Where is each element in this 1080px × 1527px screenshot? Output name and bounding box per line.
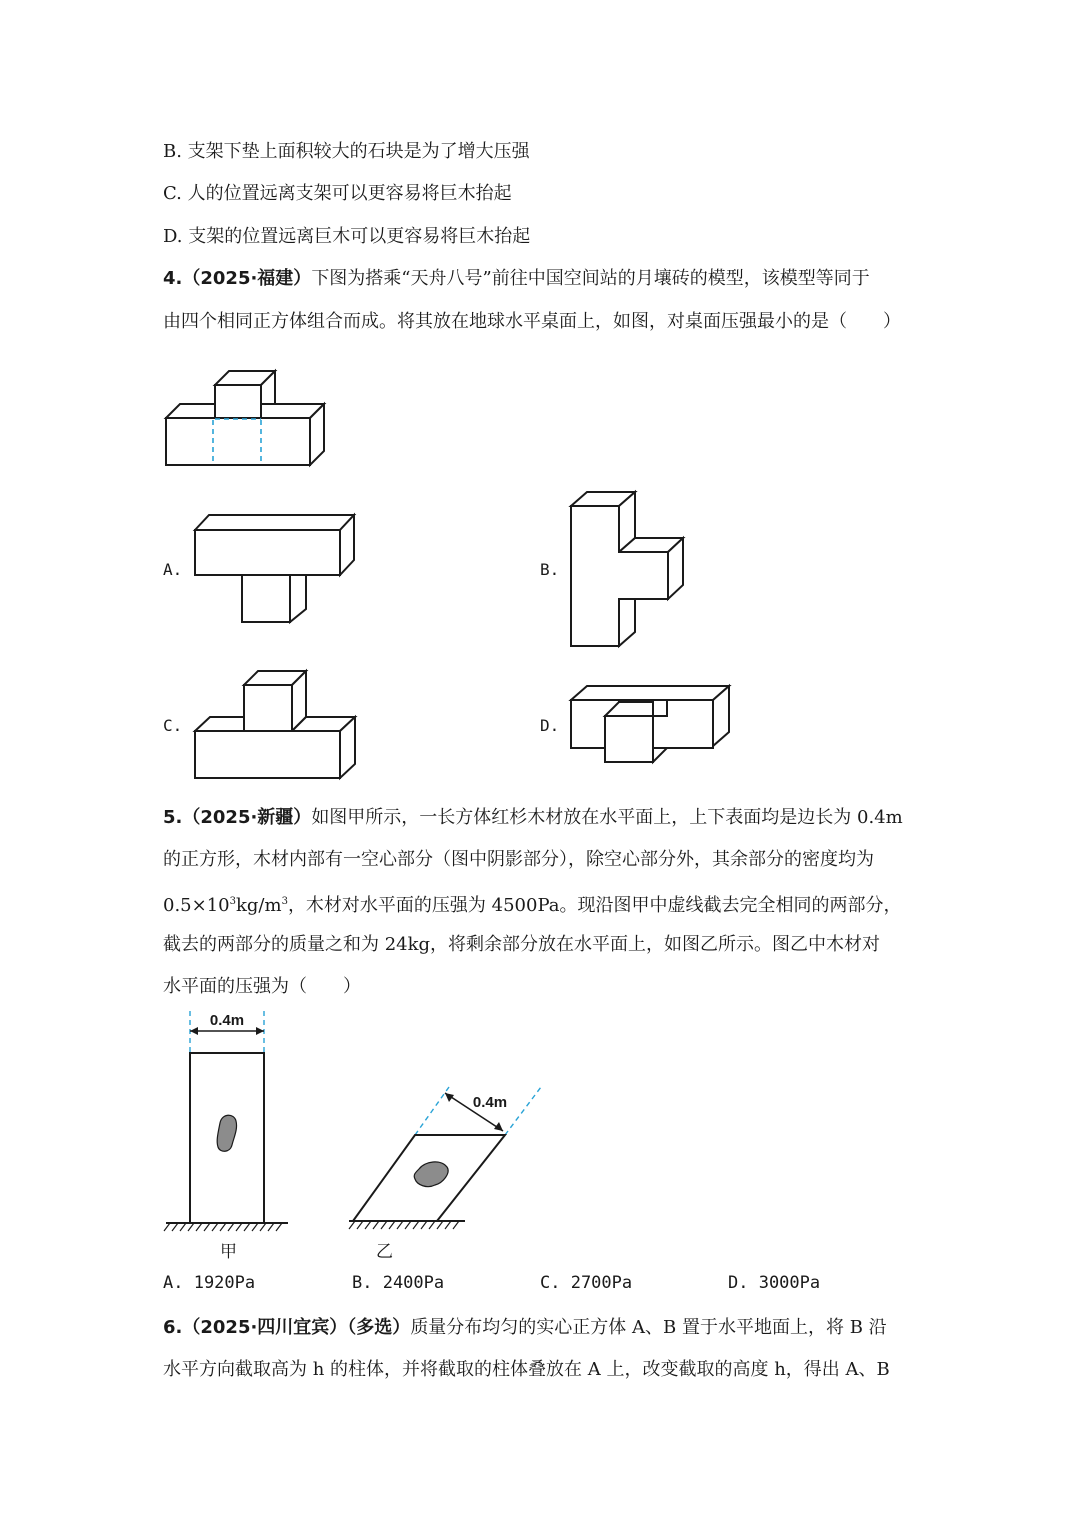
q3-option-d: D. 支架的位置远离巨木可以更容易将巨木抬起 (163, 226, 531, 247)
q5-density-unit: kg/m (236, 895, 282, 916)
q5-choice-d: D. 3000Pa (728, 1273, 821, 1293)
q3-option-b: B. 支架下垫上面积较大的石块是为了增大压强 (163, 141, 530, 162)
q5-figure-yi (345, 1085, 545, 1235)
q5-line-3 (163, 890, 902, 918)
q4-label-d: D. (540, 716, 560, 735)
q4-number: 4. (163, 268, 183, 289)
q5-yi-caption: 乙 (376, 1242, 393, 1262)
q5-line-2: 的正方形，木材内部有一空心部分（图中阴影部分），除空心部分外，其余部分的密度均为 (163, 849, 874, 870)
q4-line-1 (163, 267, 870, 291)
q4-option-b-figure (565, 488, 695, 658)
q5-yi-dimension: 0.4m (472, 1094, 508, 1111)
q6-line-2: 水平方向截取高为 h 的柱体，并将截取的柱体叠放在 A 上，改变截取的高度 h，得出 A、B (163, 1359, 890, 1380)
q5-choice-a: A. 1920Pa (163, 1273, 256, 1293)
q4-main-figure (160, 365, 330, 485)
q4-label-b: B. (540, 560, 560, 579)
q5-choice-b: B. 2400Pa (352, 1273, 445, 1293)
q4-option-a-figure (190, 510, 360, 630)
q4-line-2: 由四个相同正方体组合而成。将其放在地球水平桌面上，如图，对桌面压强最小的是（ ） (163, 311, 901, 332)
q5-line-4: 截去的两部分的质量之和为 24kg，将剩余部分放在水平面上，如图乙所示。图乙中木材对 (163, 934, 881, 955)
q5-source: （2025·新疆） (182, 807, 312, 828)
q4-option-d-figure (565, 682, 735, 772)
q5-line-5: 水平面的压强为（ ） (163, 976, 361, 997)
q4-stem-1: 下图为搭乘“天舟八号”前往中国空间站的月壤砖的模型，该模型等同于 (311, 268, 870, 289)
q5-number: 5. (163, 807, 183, 828)
q5-stem-3-rest: ，木材对水平面的压强为 4500Pa。现沿图甲中虚线截去完全相同的两部分， (287, 895, 902, 916)
q4-label-a: A. (163, 560, 183, 579)
q6-source: （2025·四川宜宾）（多选） (182, 1317, 411, 1338)
q5-density-value: 0.5×10 (163, 895, 230, 916)
q4-source: （2025·福建） (182, 268, 312, 289)
q5-figure-jia (160, 1005, 300, 1235)
q6-stem-1: 质量分布均匀的实心正方体 A、B 置于水平地面上，将 B 沿 (410, 1317, 887, 1338)
q5-jia-caption: 甲 (220, 1242, 237, 1262)
q5-density-exponent: 3 (229, 896, 236, 907)
q6-line-1 (163, 1316, 887, 1340)
q5-choice-c: C. 2700Pa (540, 1273, 633, 1293)
q6-number: 6. (163, 1317, 183, 1338)
q4-label-c: C. (163, 716, 183, 735)
q5-unit-exponent: 3 (281, 896, 288, 907)
q4-option-c-figure (190, 665, 365, 785)
q5-stem-1: 如图甲所示，一长方体红杉木材放在水平面上，上下表面均是边长为 0.4m (311, 807, 903, 828)
q3-option-c: C. 人的位置远离支架可以更容易将巨木抬起 (163, 183, 512, 204)
q5-line-1 (163, 806, 903, 830)
q5-jia-dimension: 0.4m (209, 1012, 245, 1029)
